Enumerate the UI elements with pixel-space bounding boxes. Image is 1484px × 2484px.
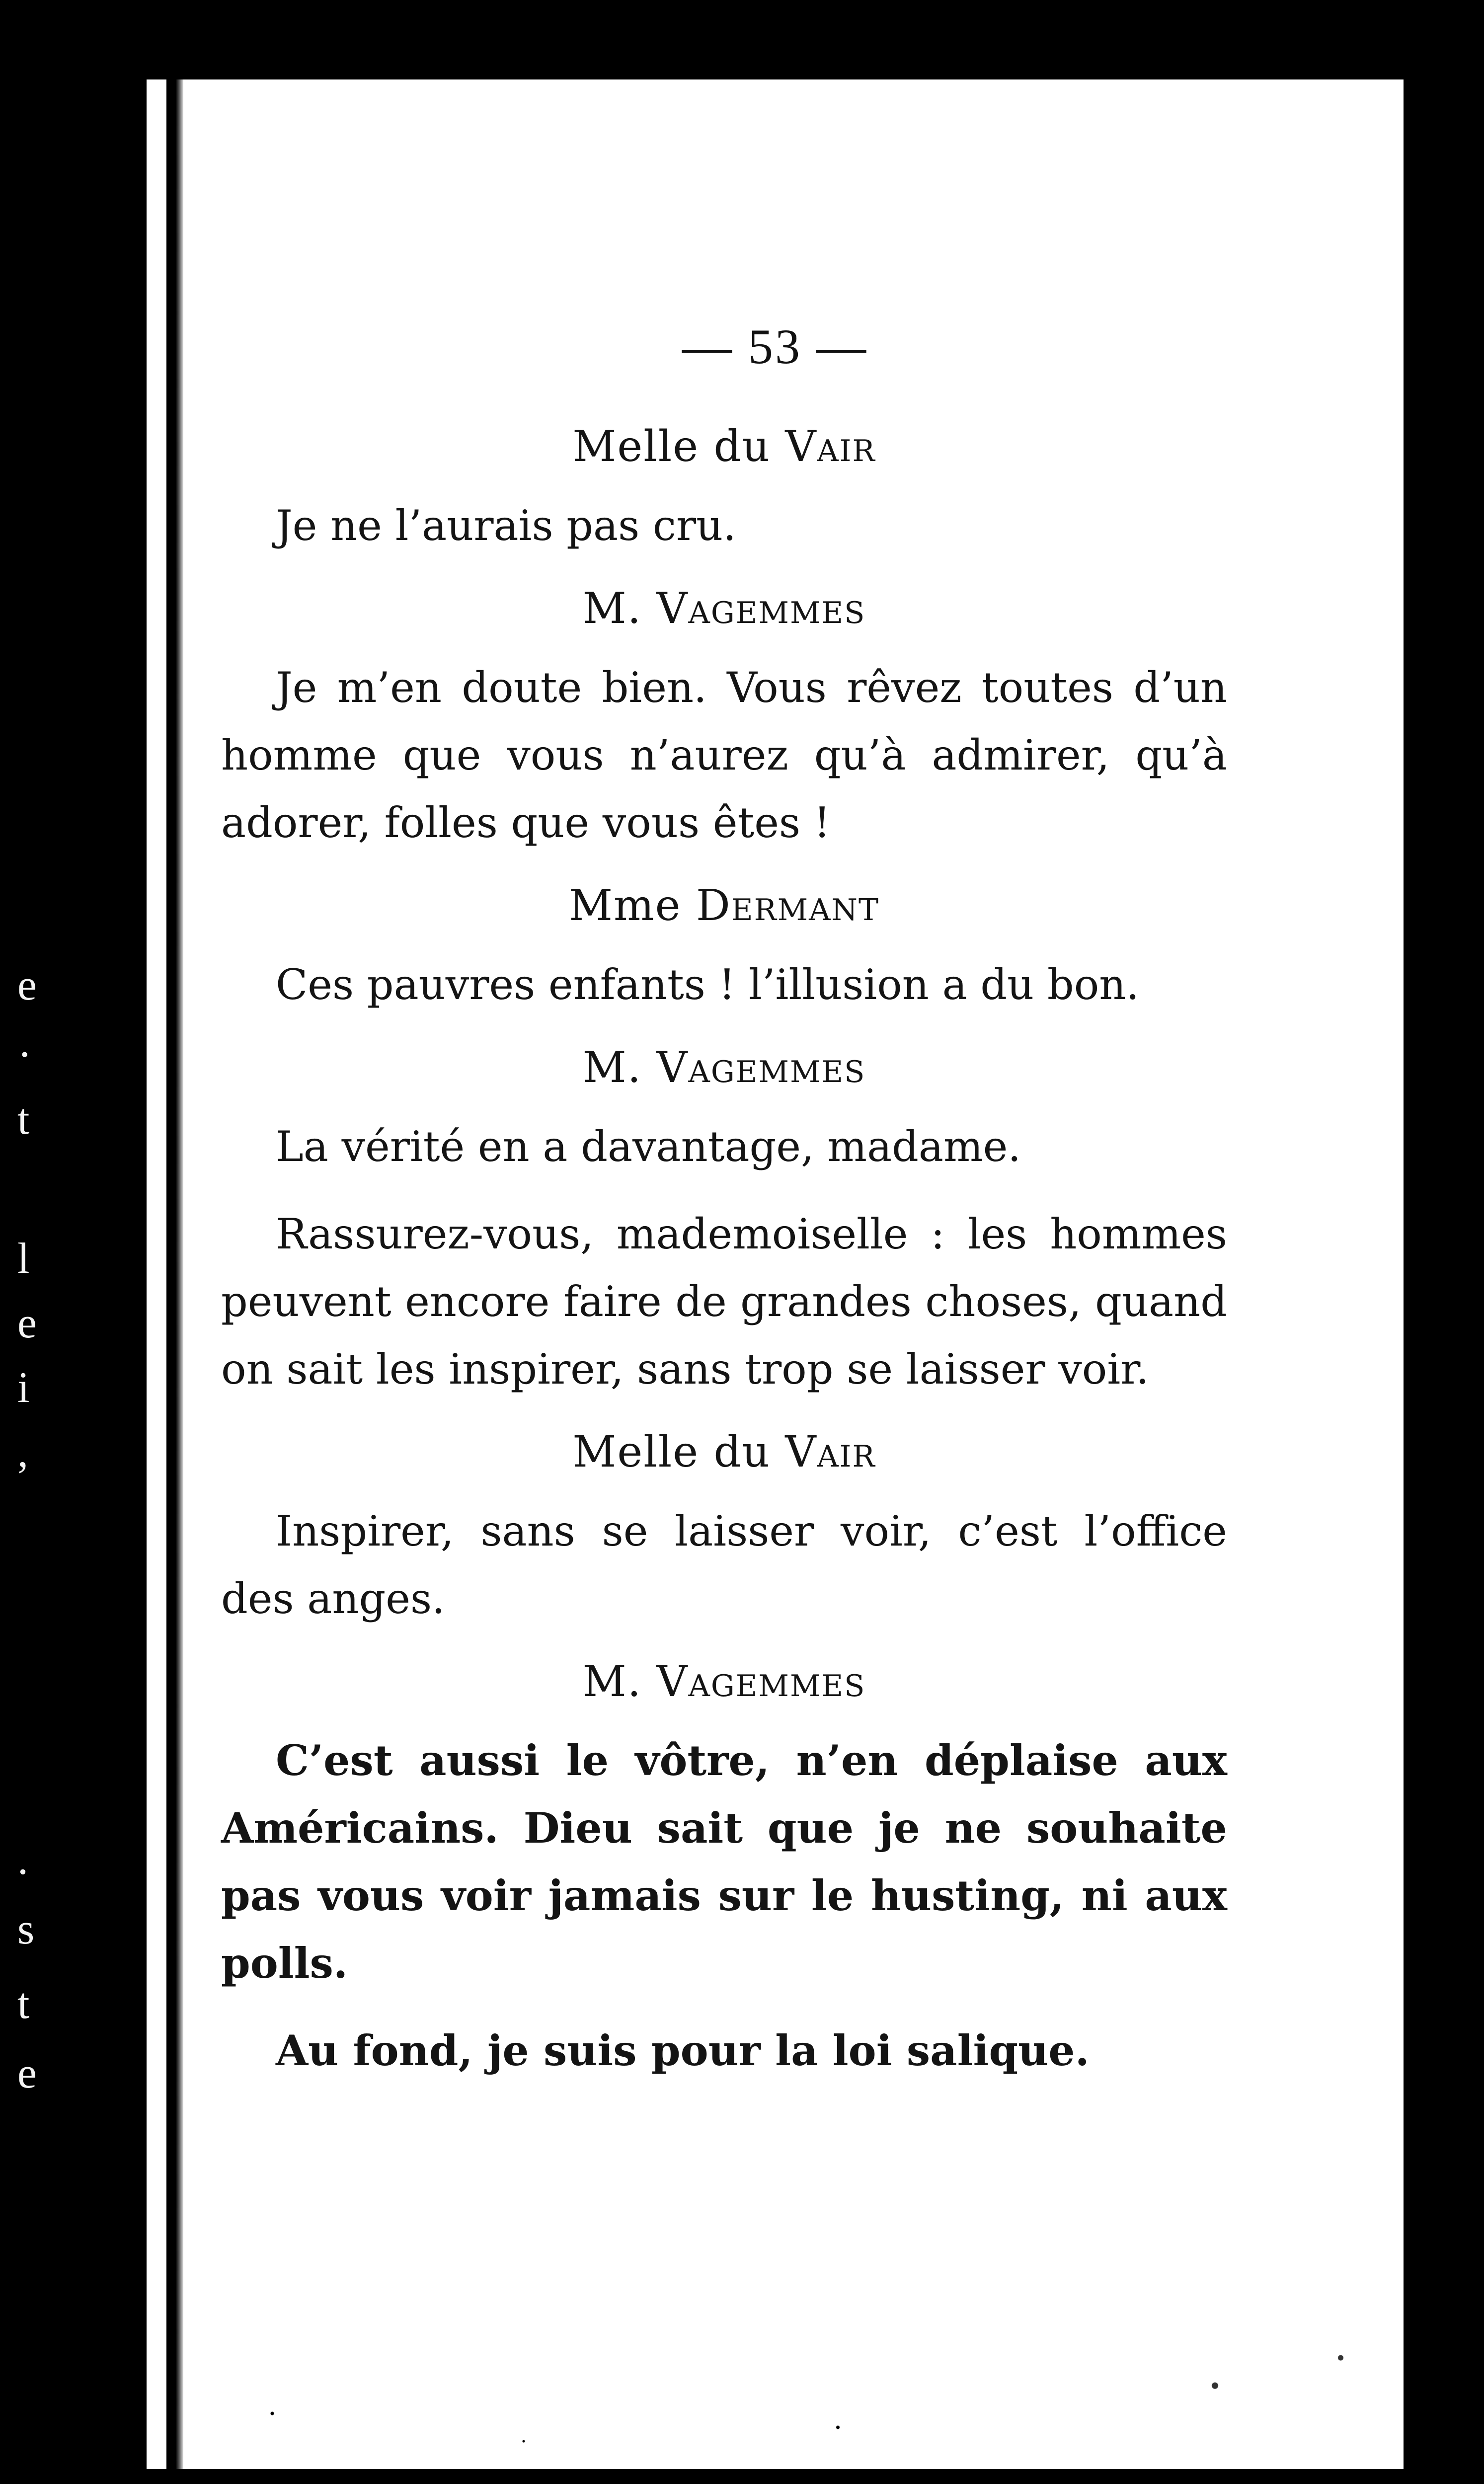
- scan-noise: [147, 2330, 1404, 2469]
- speaker-heading: [221, 1038, 1227, 1097]
- speaker-name: Vagemmes: [656, 584, 866, 633]
- speaker-prefix: M.: [582, 584, 657, 633]
- speaker-name: Vair: [785, 1427, 876, 1477]
- page-number: — 53 —: [682, 319, 868, 374]
- adjacent-page-strip: [0, 0, 117, 2484]
- speaker-heading: [221, 579, 1227, 638]
- adjacent-page-fragment: ,: [17, 1428, 28, 1476]
- adjacent-page-fragment: e: [17, 961, 37, 1009]
- speaker-prefix: M.: [582, 1657, 657, 1707]
- speaker-heading: [221, 417, 1227, 476]
- speaker-name: Vagemmes: [656, 1657, 866, 1707]
- adjacent-page-fragment: t: [17, 1980, 30, 2028]
- speaker-name: Vagemmes: [656, 1043, 866, 1092]
- speaker-prefix: M.: [582, 1043, 657, 1092]
- adjacent-page-fragment: t: [17, 1095, 30, 1144]
- dialogue-line: Au fond, je suis pour la loi salique.: [276, 2026, 1090, 2075]
- speaker-name: Vair: [785, 422, 876, 471]
- adjacent-page-fragment: .: [17, 1836, 28, 1884]
- adjacent-page-fragment: l: [17, 1235, 30, 1283]
- speaker-name: Dermant: [696, 881, 880, 931]
- speaker-prefix: Mme: [568, 881, 696, 931]
- speaker-heading: [221, 1423, 1227, 1481]
- speaker-heading: [221, 876, 1227, 935]
- dialogue-line: La vérité en a davantage, madame.: [276, 1122, 1021, 1171]
- speaker-prefix: Melle du: [572, 1427, 785, 1477]
- dialogue-line: Je ne l’aurais pas cru.: [276, 501, 736, 550]
- speaker-heading: [221, 1652, 1227, 1711]
- adjacent-page-fragment: e: [17, 1299, 37, 1347]
- dialogue-line: C’est aussi le vôtre, n’en déplaise aux Américains. Dieu sait que je ne souhaite pas vous voir jamais sur le husting, ni aux polls.: [221, 1736, 1227, 1988]
- page-fold-shadow: [166, 79, 183, 2469]
- adjacent-page-fragment: i: [17, 1364, 30, 1412]
- page-body: [221, 417, 1227, 2104]
- adjacent-page-fragment: e: [17, 2049, 37, 2097]
- speaker-prefix: Melle du: [572, 422, 785, 471]
- book-page: [147, 79, 1404, 2469]
- dialogue-line: Je m’en doute bien. Vous rêvez toutes d’un homme que vous n’aurez qu’à admirer, qu’à adorer, folles que vous êtes !: [221, 663, 1227, 847]
- adjacent-page-fragment: s: [17, 1905, 35, 1953]
- dialogue-line: Ces pauvres enfants ! l’illusion a du bon.: [276, 960, 1140, 1009]
- dialogue-line: Inspirer, sans se laisser voir, c’est l’office des anges.: [221, 1507, 1227, 1623]
- adjacent-page-fragment: ·: [17, 1031, 32, 1079]
- dialogue-line: Rassurez-vous, mademoiselle : les hommes peuvent encore faire de grandes choses, quand on sait les inspirer, sans trop se laisser voir.: [221, 1210, 1227, 1394]
